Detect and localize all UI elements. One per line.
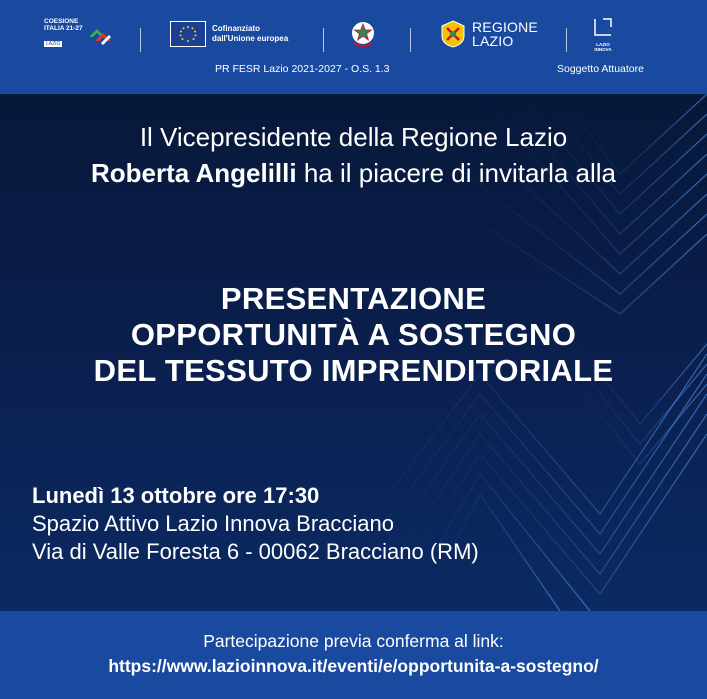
separator <box>566 28 567 52</box>
coesione-arrows-icon <box>87 23 113 45</box>
ue-line1: Cofinanziato <box>212 24 260 33</box>
intro-line2 <box>0 155 707 191</box>
soggetto-attuatore-label: Soggetto Attuatore <box>557 63 644 75</box>
lazio-innova-mark-icon <box>593 17 613 37</box>
separator <box>410 28 411 52</box>
coesione-badge: LAZIO <box>46 41 61 47</box>
title-line3: DEL TESSUTO IMPRENDITORIALE <box>93 353 614 388</box>
separator <box>323 28 324 52</box>
event-title <box>0 281 707 389</box>
program-label: PR FESR Lazio 2021-2027 - O.S. 1.3 <box>215 63 390 75</box>
regione-lazio-emblem-icon <box>440 20 466 48</box>
event-venue: Spazio Attivo Lazio Innova Bracciano <box>32 511 395 536</box>
regione-line2: LAZIO <box>472 33 514 49</box>
intro-text <box>0 119 707 191</box>
innova-line2: INNOVA <box>594 46 612 52</box>
logo-coesione-italia <box>44 14 113 54</box>
innova-line1: LAZIO <box>596 41 610 47</box>
title-line1: PRESENTAZIONE <box>220 281 487 316</box>
invitation-body <box>0 94 707 611</box>
logo-unione-europea <box>170 14 288 54</box>
ue-line2: dall'Unione europea <box>212 34 289 43</box>
event-datetime: Lunedì 13 ottobre ore 17:30 <box>32 483 320 508</box>
host-name: Roberta Angelilli <box>90 158 297 188</box>
event-details <box>32 482 479 566</box>
registration-link[interactable]: https://www.lazioinnova.it/eventi/e/opportunita-a-sostegno/ <box>108 656 599 676</box>
coesione-line2: ITALIA 21-27 <box>44 25 83 32</box>
footer-bar <box>0 611 707 699</box>
eu-flag-icon <box>170 21 206 47</box>
event-address: Via di Valle Foresta 6 - 00062 Bracciano (RM) <box>32 539 479 564</box>
logo-strip <box>0 14 707 54</box>
coesione-line1: COESIONE <box>44 18 79 25</box>
separator <box>140 28 141 52</box>
header-bar <box>0 0 707 94</box>
logo-lazio-innova <box>593 14 613 54</box>
repubblica-emblem-icon <box>350 14 376 54</box>
registration-note: Partecipazione previa conferma al link: <box>203 631 504 651</box>
title-line2: OPPORTUNITÀ A SOSTEGNO <box>130 317 577 352</box>
intro-line2-rest: ha il piacere di invitarla alla <box>296 158 616 188</box>
intro-line1: Il Vicepresidente della Regione Lazio <box>139 122 568 152</box>
logo-regione-lazio <box>440 14 538 54</box>
regione-line1: REGIONE <box>472 19 538 35</box>
